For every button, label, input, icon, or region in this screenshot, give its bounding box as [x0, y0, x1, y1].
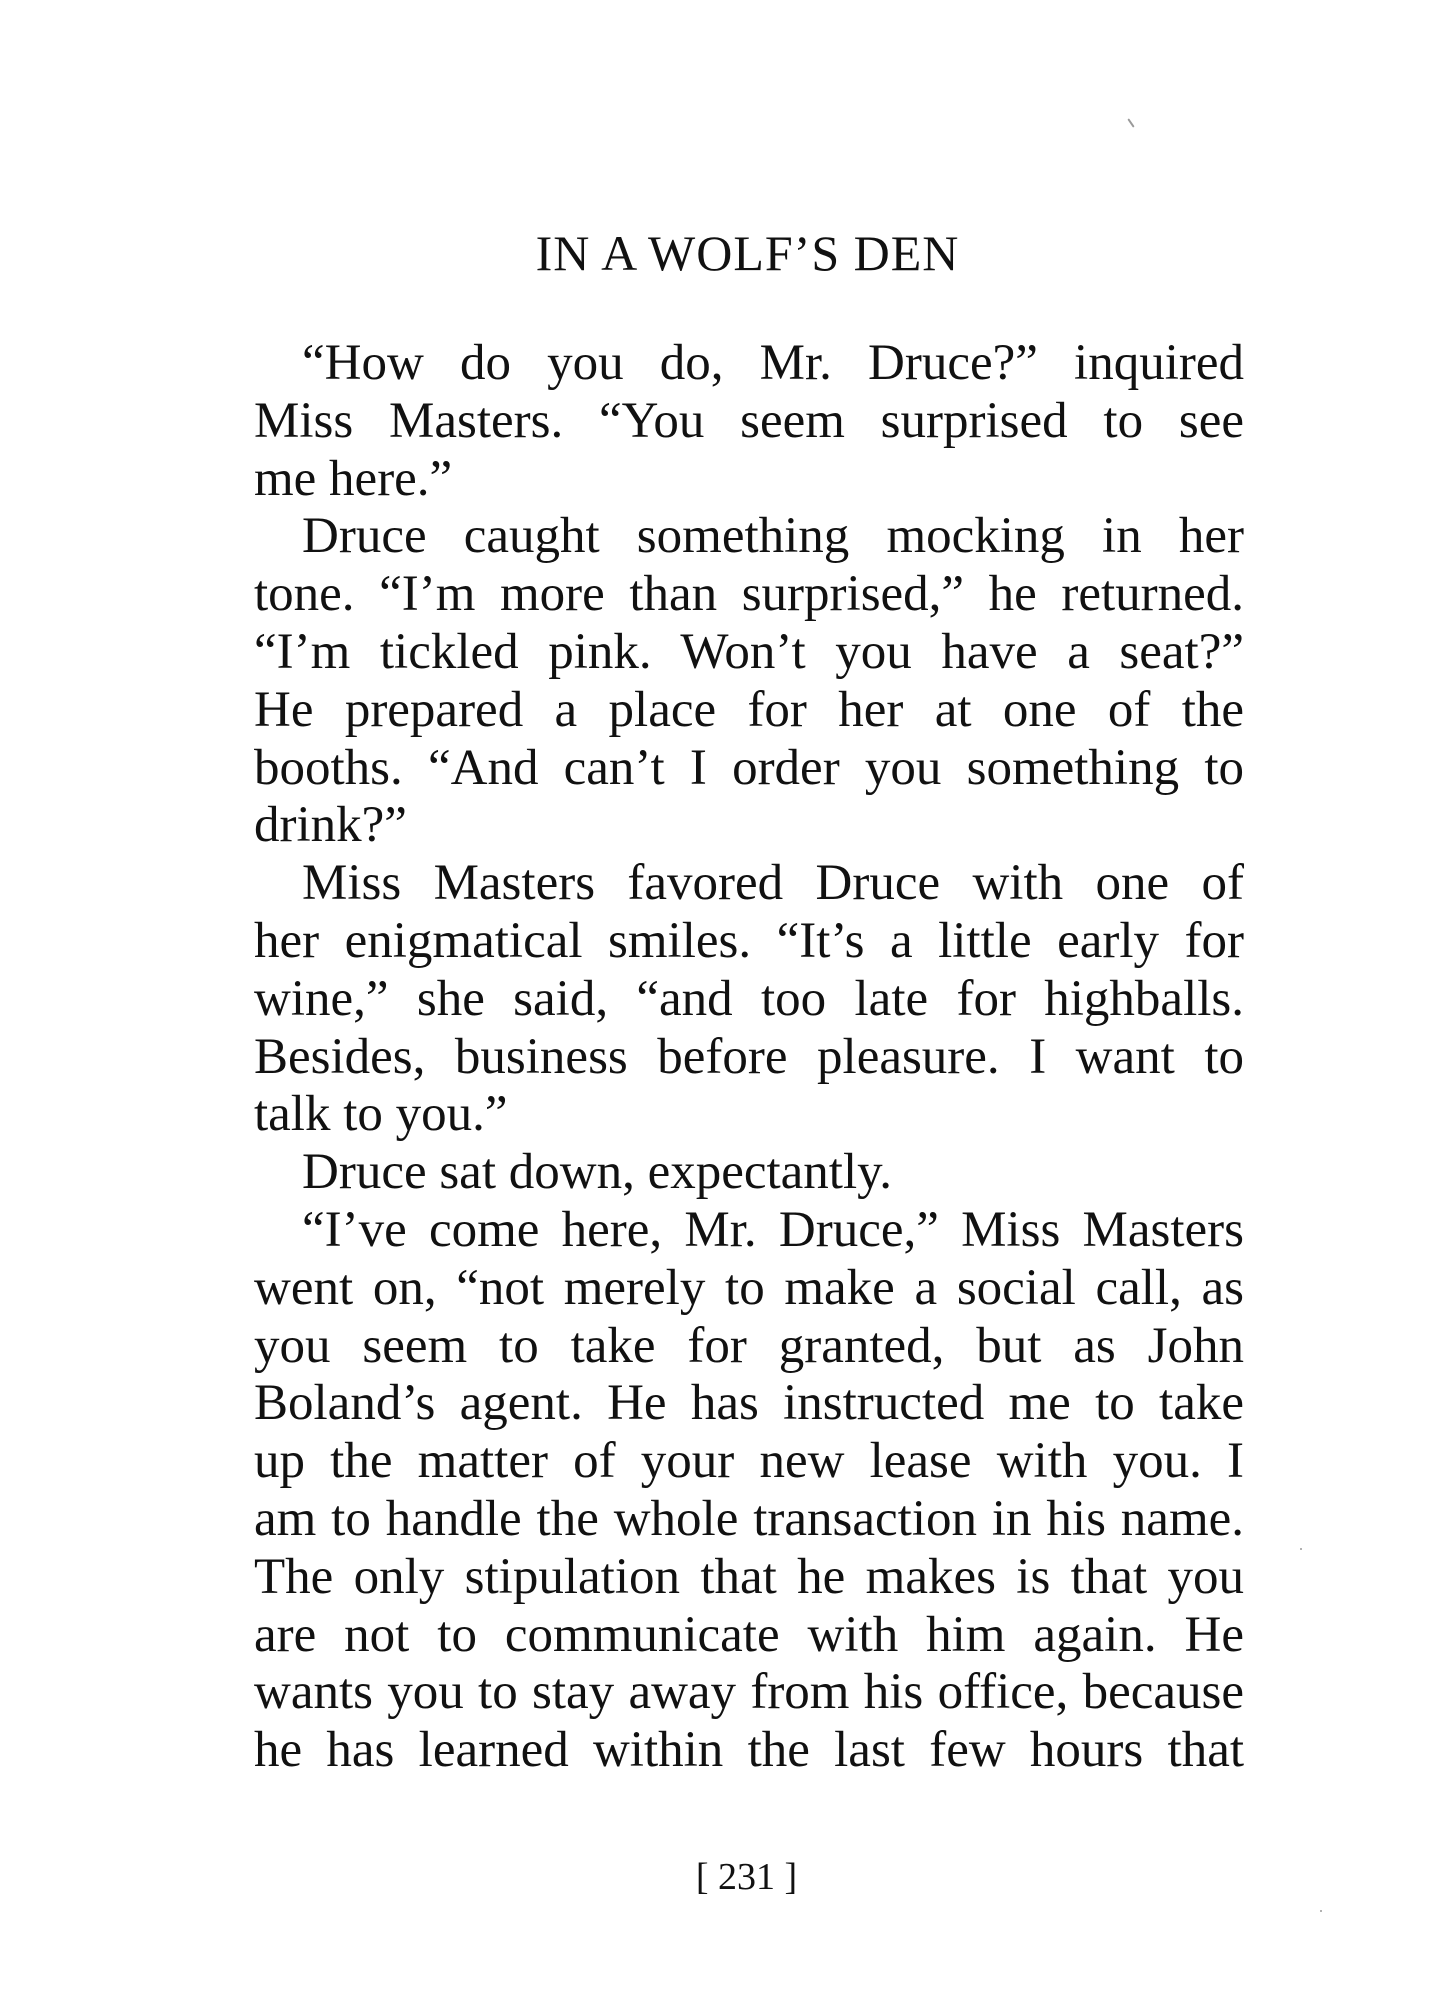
text-line: up the matter of your new lease with you. I [254, 1433, 1244, 1490]
scan-mark [1127, 118, 1134, 127]
text-line: me here.” [254, 450, 453, 507]
text-line: Miss Masters favored Druce with one of [302, 855, 1244, 912]
text-line: Druce caught something mocking in her [302, 508, 1244, 565]
page-number: [ 231 ] [695, 1856, 798, 1898]
text-line: he has learned within the last few hours that [254, 1722, 1244, 1779]
scan-speck [1320, 1910, 1322, 1912]
text-line: her enigmatical smiles. “It’s a little early for [254, 912, 1244, 969]
scan-speck [1300, 1548, 1302, 1550]
text-line: you seem to take for granted, but as John [254, 1317, 1244, 1374]
body-text [254, 335, 1244, 1780]
text-line: wine,” she said, “and too late for highballs. [254, 970, 1244, 1027]
text-line: drink?” [254, 797, 407, 854]
text-line: The only stipulation that he makes is that you [254, 1548, 1244, 1605]
text-line: went on, “not merely to make a social call, as [254, 1259, 1244, 1316]
text-line: “How do you do, Mr. Druce?” inquired [302, 335, 1244, 391]
text-line: “I’m tickled pink. Won’t you have a seat?” [254, 623, 1244, 680]
text-line: tone. “I’m more than surprised,” he returned. [254, 566, 1244, 623]
running-header [0, 225, 1453, 281]
text-line: Miss Masters. “You seem surprised to see [254, 392, 1244, 449]
running-header-text: IN A WOLF’S DEN [535, 225, 960, 281]
text-line: wants you to stay away from his office, because [254, 1664, 1244, 1721]
text-line: are not to communicate with him again. He [254, 1606, 1244, 1663]
text-line: He prepared a place for her at one of the [254, 681, 1244, 738]
text-line: “I’ve come here, Mr. Druce,” Miss Masters [302, 1201, 1244, 1258]
text-line: Besides, business before pleasure. I want to [254, 1028, 1244, 1085]
text-line: talk to you.” [254, 1086, 508, 1143]
text-line: booths. “And can’t I order you something to [254, 739, 1244, 796]
text-line: Boland’s agent. He has instructed me to take [254, 1375, 1244, 1432]
text-line: am to handle the whole transaction in his name. [254, 1490, 1244, 1547]
text-line: Druce sat down, expectantly. [302, 1144, 893, 1201]
